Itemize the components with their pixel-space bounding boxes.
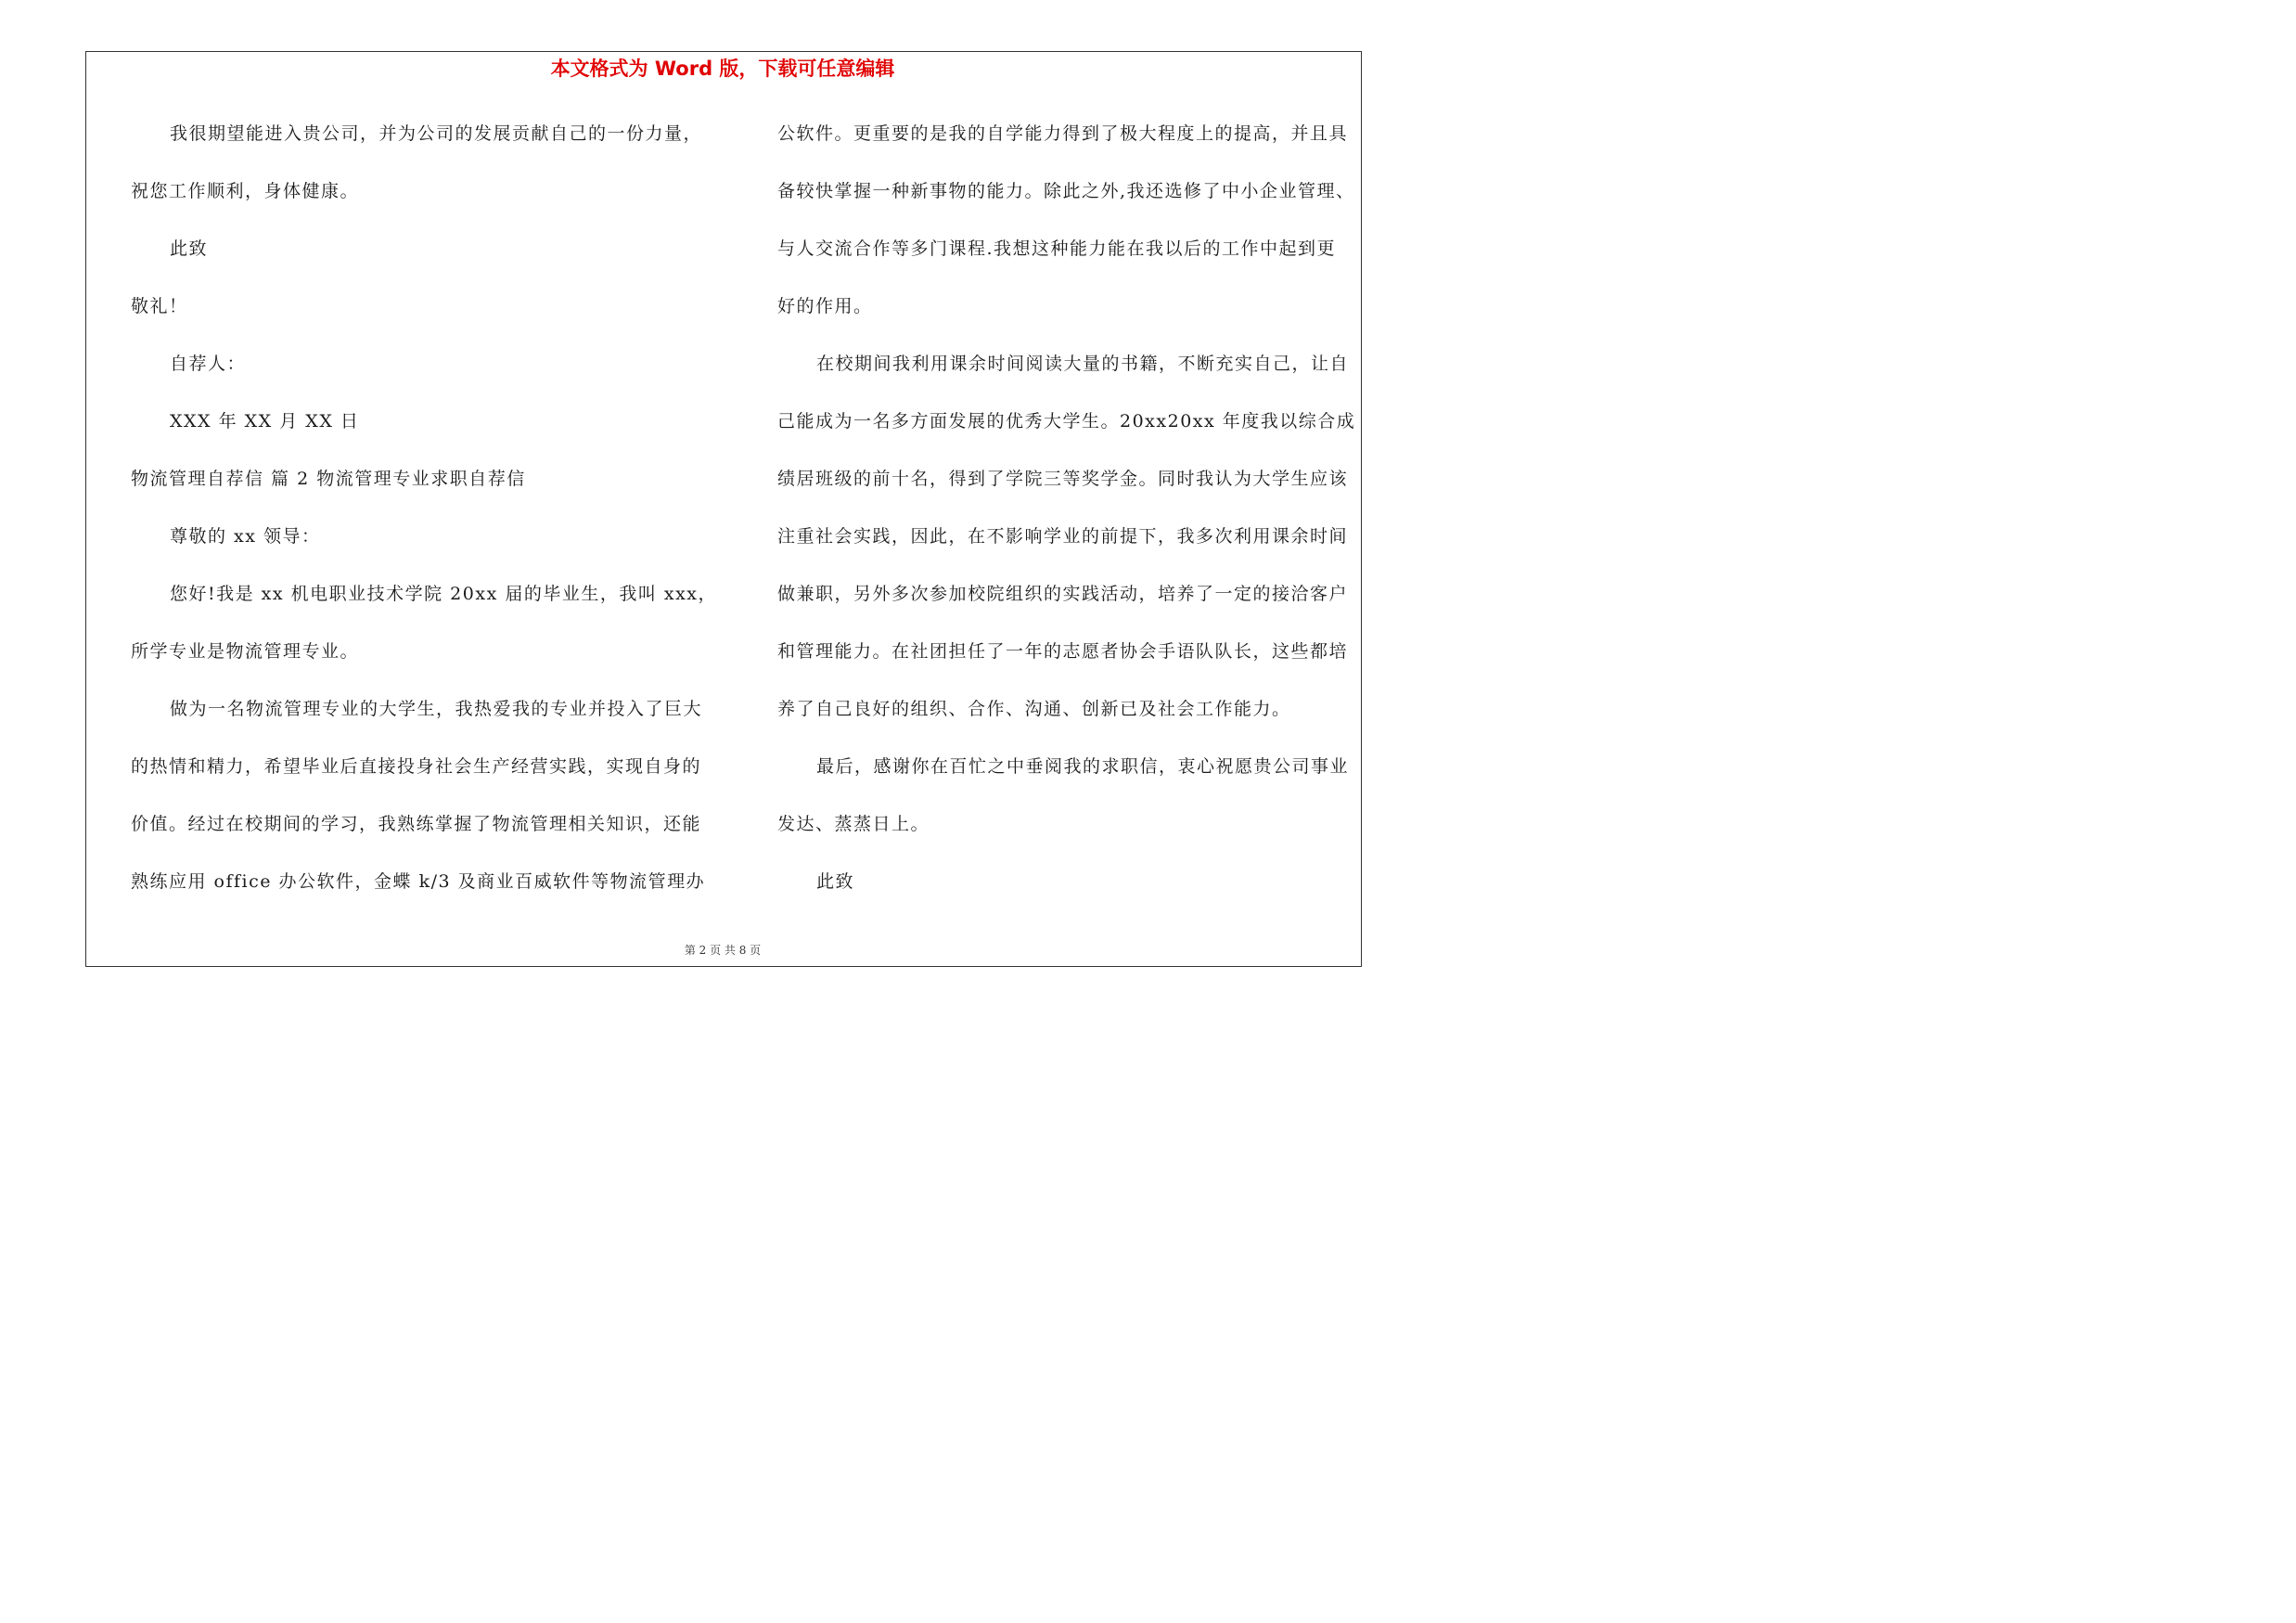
text-line: 养了自己良好的组织、合作、沟通、创新已及社会工作能力。 bbox=[777, 699, 1291, 719]
right-column bbox=[777, 105, 1357, 910]
text-line: 祝您工作顺利，身体健康。 bbox=[131, 181, 360, 201]
text-line: 最后，感谢你在百忙之中垂阅我的求职信，衷心祝愿贵公司事业 bbox=[816, 756, 1350, 777]
text-line: 己能成为一名多方面发展的优秀大学生。20xx20xx 年度我以综合成 bbox=[777, 411, 1356, 432]
text-line: 与人交流合作等多门课程.我想这种能力能在我以后的工作中起到更 bbox=[777, 238, 1337, 259]
format-banner: 本文格式为 Word 版，下载可任意编辑 bbox=[550, 58, 895, 80]
text-line: 注重社会实践，因此，在不影响学业的前提下，我多次利用课余时间 bbox=[777, 526, 1349, 547]
text-line: 和管理能力。在社团担任了一年的志愿者协会手语队队长，这些都培 bbox=[777, 641, 1349, 662]
text-line: 发达、蒸蒸日上。 bbox=[777, 814, 930, 834]
text-line: 物流管理自荐信 篇 2 物流管理专业求职自荐信 bbox=[131, 469, 526, 489]
text-line: 公软件。更重要的是我的自学能力得到了极大程度上的提高，并且具 bbox=[777, 123, 1349, 144]
left-column bbox=[131, 105, 718, 910]
text-line: 做为一名物流管理专业的大学生，我热爱我的专业并投入了巨大 bbox=[170, 699, 703, 719]
text-line: 敬礼！ bbox=[131, 296, 188, 316]
text-line: XXX 年 XX 月 XX 日 bbox=[170, 411, 360, 432]
text-line: 此致 bbox=[170, 238, 209, 259]
page-footer: 第 2 页 共 8 页 bbox=[684, 944, 762, 957]
text-line: 您好!我是 xx 机电职业技术学院 20xx 届的毕业生，我叫 xxx， bbox=[170, 584, 718, 604]
text-line: 熟练应用 office 办公软件，金蝶 k/3 及商业百威软件等物流管理办 bbox=[131, 871, 706, 892]
text-line: 价值。经过在校期间的学习，我熟练掌握了物流管理相关知识，还能 bbox=[131, 814, 702, 834]
text-line: 此致 bbox=[816, 871, 855, 892]
text-line: 在校期间我利用课余时间阅读大量的书籍，不断充实自己，让自 bbox=[816, 354, 1350, 374]
text-line: 自荐人： bbox=[170, 354, 247, 374]
text-line: 尊敬的 xx 领导： bbox=[170, 526, 321, 547]
text-line: 的热情和精力，希望毕业后直接投身社会生产经营实践，实现自身的 bbox=[131, 756, 702, 777]
text-line: 我很期望能进入贵公司，并为公司的发展贡献自己的一份力量， bbox=[170, 123, 703, 144]
text-line: 绩居班级的前十名，得到了学院三等奖学金。同时我认为大学生应该 bbox=[777, 469, 1349, 489]
text-line: 好的作用。 bbox=[777, 296, 873, 316]
text-line: 做兼职，另外多次参加校院组织的实践活动，培养了一定的接洽客户 bbox=[777, 584, 1349, 604]
text-line: 备较快掌握一种新事物的能力。除此之外,我还选修了中小企业管理、 bbox=[777, 181, 1355, 201]
text-line: 所学专业是物流管理专业。 bbox=[131, 641, 360, 662]
